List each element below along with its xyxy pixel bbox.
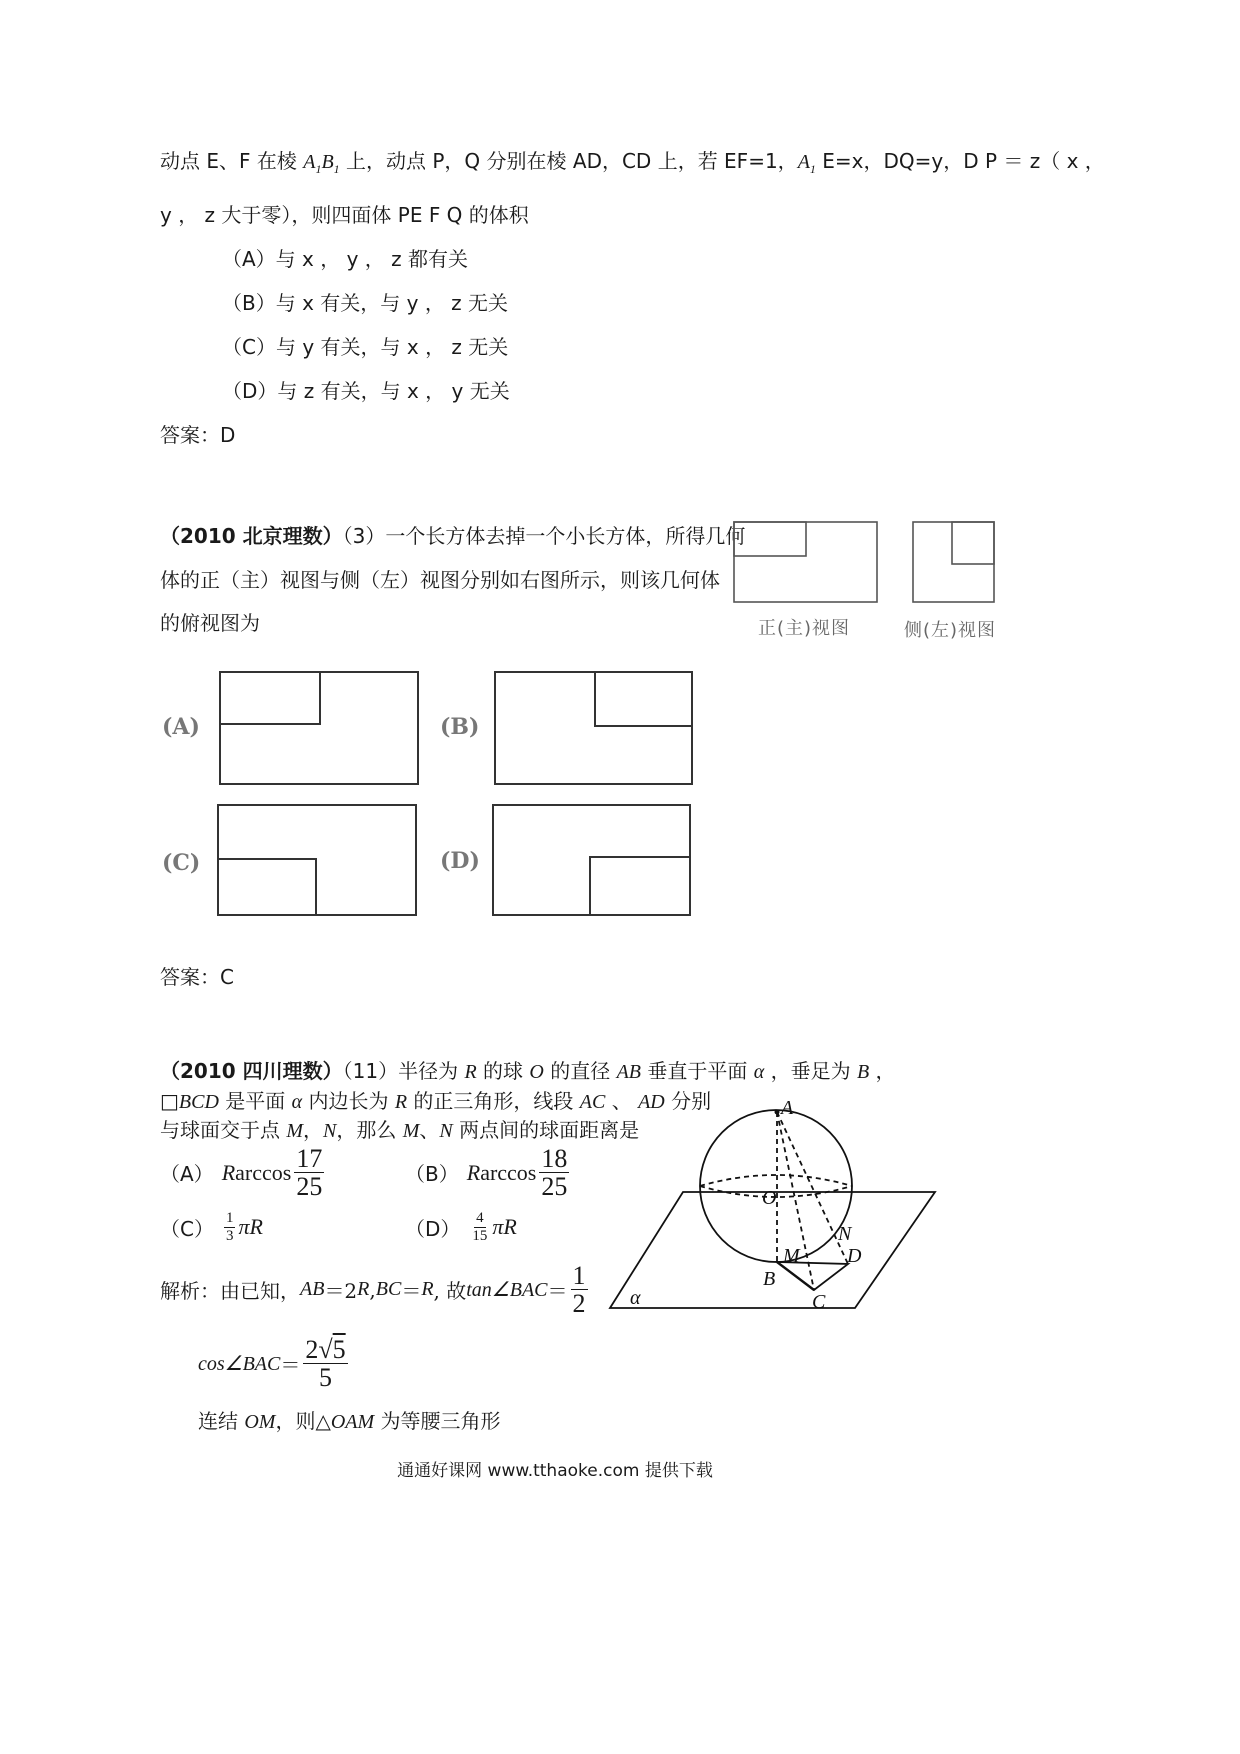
q2-option-label-b: (B) (440, 714, 480, 740)
q3-cos-line: cos∠BAC ＝ $\frac{2√5}{5}$ (198, 1335, 346, 1393)
option-b-notch (595, 672, 692, 726)
q1-option-a: （A）与 x ， y ， z 都有关 (222, 247, 468, 271)
q3-option-d-fraction: $\frac{4}{15}$ (472, 1210, 488, 1244)
cos-fraction: $\frac{2√5}{5}$ (305, 1335, 346, 1393)
plane-alpha (610, 1192, 935, 1308)
q1-option-d: （D）与 z 有关，与 x ， y 无关 (222, 379, 510, 403)
q2-line1: （2010 北京理数）（3）一个长方体去掉一个小长方体，所得几何 (160, 524, 746, 548)
option-d-notch (590, 857, 690, 915)
point-A (775, 1110, 780, 1115)
q2-options-figure (210, 660, 710, 930)
q3-solution-line: 解析：由已知， AB ＝2 R , BC ＝ R , 故 tan∠BAC ＝ $\frac{1}{2}$ (160, 1261, 586, 1319)
q3-option-d: （D） $\frac{4}{15}$ πR (405, 1210, 517, 1244)
q3-line3: 与球面交于点 M，N，那么 M、N 两点间的球面距离是 (160, 1118, 640, 1142)
q2-answer: 答案：C (160, 965, 234, 989)
label-alpha: α (630, 1287, 641, 1309)
q3-option-c-fraction: $\frac{1}{3}$ (225, 1210, 234, 1244)
label-N: N (838, 1223, 852, 1245)
option-a-notch (220, 672, 320, 724)
q3-option-a: （A） R arccos $\frac{17}{25}$ (160, 1144, 323, 1202)
q2-line3: 的俯视图为 (160, 611, 260, 635)
option-b-outer (495, 672, 692, 784)
q3-source: （2010 四川理数） (160, 1059, 343, 1083)
label-D: D (847, 1245, 862, 1267)
label-A: A (781, 1097, 794, 1119)
q3-line2: □BCD 是平面 α 内边长为 R 的正三角形，线段 AC 、 AD 分别 (160, 1089, 712, 1113)
sphere (700, 1110, 852, 1262)
q2-line2: 体的正（主）视图与侧（左）视图分别如右图所示，则该几何体 (160, 568, 720, 592)
three-view-figure (732, 515, 1012, 610)
q1-line2: y ， z 大于零），则四面体 PE F Q 的体积 (160, 203, 529, 227)
label-C: C (812, 1291, 826, 1313)
q1-option-c: （C）与 y 有关，与 x ， z 无关 (222, 335, 509, 359)
side-view-notch (952, 522, 994, 564)
q1-line1: 动点 E、F 在棱 $A_1B_1$ 上，动点 P，Q 分别在棱 AD，CD 上，若 EF=1，$A_1$ E=x，DQ=y，D P ＝ z（ x ， (160, 149, 1105, 176)
sqrt-symbol: √ (318, 1335, 333, 1364)
q2-option-label-c: (C) (162, 850, 201, 876)
side-view-caption: 侧(左)视图 (904, 620, 997, 641)
q3-connect-line: 连结 OM，则△OAM 为等腰三角形 (198, 1409, 501, 1433)
equator-back (700, 1175, 852, 1186)
q2-option-label-d: (D) (440, 848, 480, 874)
side-view-outer (913, 522, 994, 602)
label-O: O (762, 1187, 777, 1209)
q2-option-label-a: (A) (162, 714, 200, 740)
option-d-outer (493, 805, 690, 915)
q3-option-b-fraction: $\frac{18}{25}$ (541, 1144, 568, 1202)
q3-option-c: （C） $\frac{1}{3}$ πR (160, 1210, 263, 1244)
front-view-notch (734, 522, 806, 556)
q1-answer: 答案：D (160, 423, 236, 447)
tan-fraction: $\frac{1}{2}$ (572, 1261, 586, 1319)
q1-option-b: （B）与 x 有关，与 y ， z 无关 (222, 291, 509, 315)
label-B: B (763, 1268, 776, 1290)
q2-source: （2010 北京理数） (160, 524, 343, 548)
q3-line1: （2010 四川理数）（11）半径为 R 的球 O 的直径 AB 垂直于平面 α ，垂足为 B ， (160, 1059, 896, 1083)
q3-option-a-fraction: $\frac{17}{25}$ (296, 1144, 323, 1202)
page-footer: 通通好课网 www.tthaoke.com 提供下载 (397, 1461, 713, 1481)
sphere-figure (600, 1097, 940, 1325)
label-M: M (783, 1245, 800, 1267)
option-c-notch (218, 859, 316, 915)
front-view-caption: 正(主)视图 (758, 618, 851, 639)
q3-option-b: （B） R arccos $\frac{18}{25}$ (405, 1144, 568, 1202)
